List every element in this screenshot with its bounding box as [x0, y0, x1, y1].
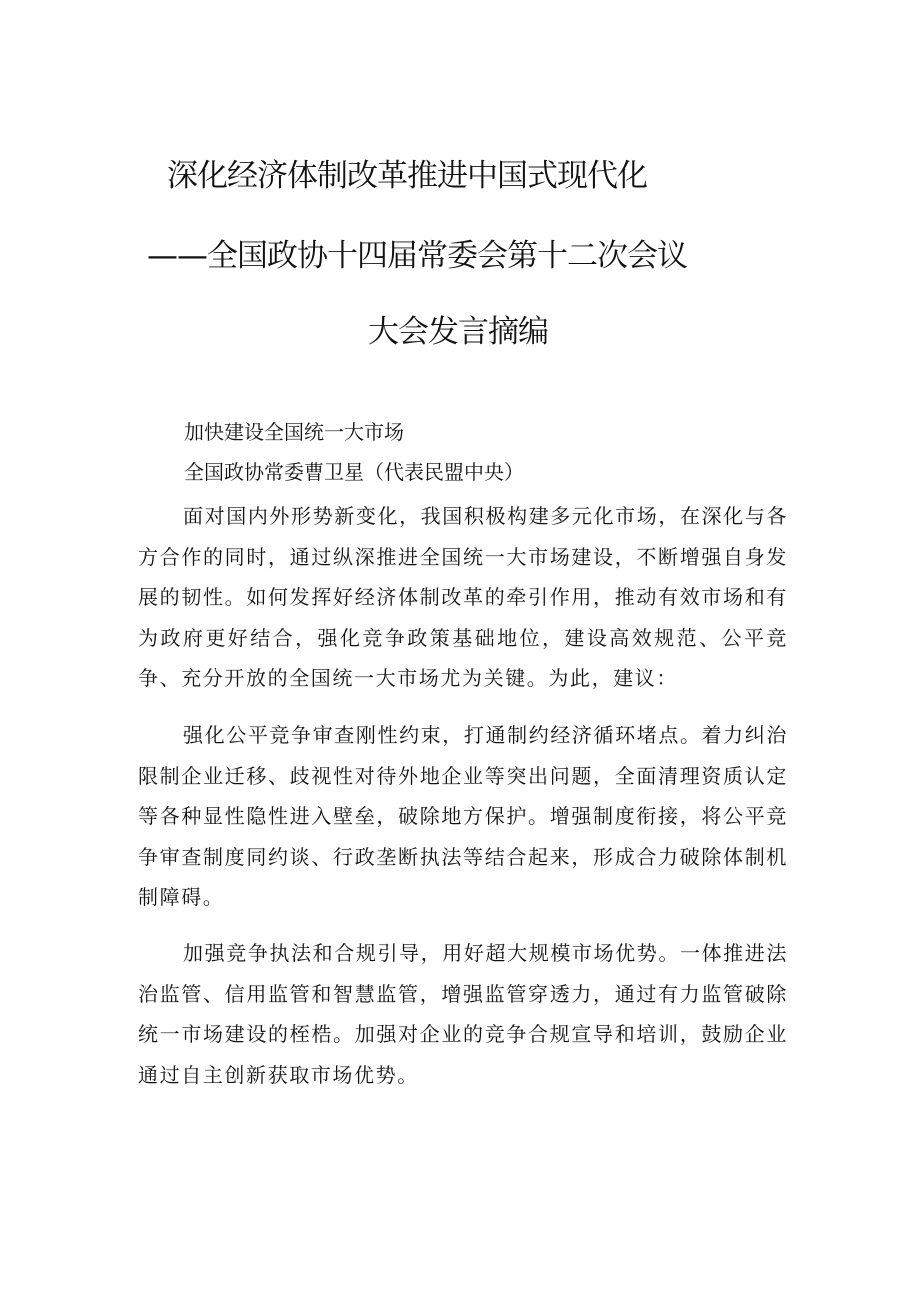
speaker-line: 全国政协常委曹卫星（代表民盟中央）: [184, 460, 524, 484]
document-title-line-1: 深化经济体制改革推进中国式现代化: [167, 158, 647, 194]
body-paragraph-2: 强化公平竞争审查刚性约束，打通制约经济循环堵点。着力纠治限制企业迁移、歧视性对待外地企业等突出问题，全面清理资质认定等各种显性隐性进入壁垒，破除地方保护。增强制度衔接，将公平竞争审查制度同约谈、行政垄断执法等结合起来，形成合力破除体制机制障碍。: [138, 723, 788, 909]
section-heading: 加快建设全国统一大市场: [184, 420, 404, 444]
document-title-line-3: 大会发言摘编: [368, 314, 548, 350]
document-title-line-2: ——全国政协十四届常委会第十二次会议: [147, 238, 687, 274]
body-paragraph-1: 面对国内外形势新变化，我国积极构建多元化市场，在深化与各方合作的同时，通过纵深推进全国统一大市场建设，不断增强自身发展的韧性。如何发挥好经济体制改革的牵引作用，推动有效市场和有为政府更好结合，强化竞争政策基础地位，建设高效规范、公平竞争、充分开放的全国统一大市场尤为关键。为此，建议：: [138, 504, 788, 690]
body-paragraph-3: 加强竞争执法和合规引导，用好超大规模市场优势。一体推进法治监管、信用监管和智慧监管，增强监管穿透力，通过有力监管破除统一市场建设的桎梏。加强对企业的竞争合规宣导和培训，鼓励企业通过自主创新获取市场优势。: [138, 941, 788, 1087]
